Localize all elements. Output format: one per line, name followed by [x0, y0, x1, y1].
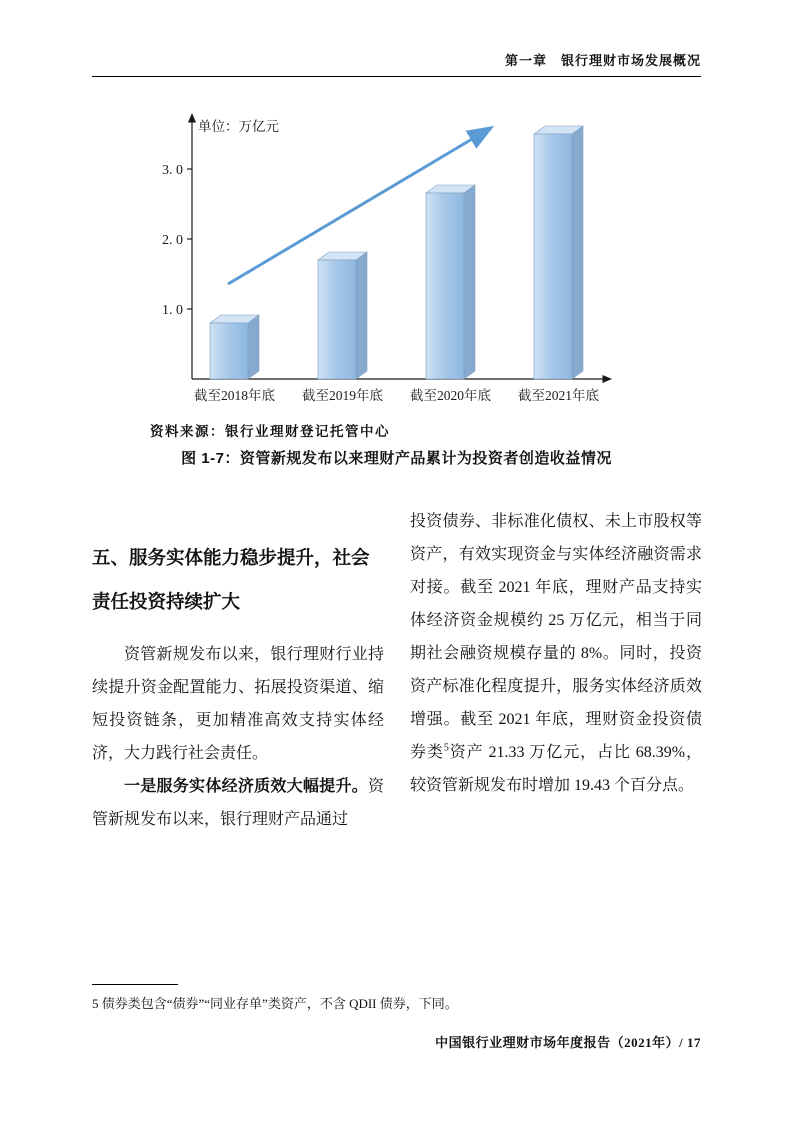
y-tick-label: 1. 0	[162, 303, 183, 318]
body-columns	[92, 505, 702, 836]
bar	[534, 134, 572, 379]
paragraph	[92, 770, 384, 836]
bar-side-face	[464, 185, 475, 379]
chart-plot-area	[162, 113, 612, 403]
paragraph-text: 投资债券、非标准化债权、未上市股权等资产，有效实现资金与实体经济融资需求对接。截至 2021 年底，理财产品支持实体经济资金规模约 25 万亿元，相当于同期社会融资规模存量的 8%。同时，投资资产标准化程度提升，服务实体经济质效增强。截至 2021 年底，理财资金投资债券类	[410, 513, 702, 761]
footnote-text: 债券类包含“债券”“同业存单”类资产，不含 QDII 债券，下同。	[101, 996, 458, 1011]
y-axis-arrowhead	[188, 113, 196, 123]
x-category-label: 截至2019年底	[302, 388, 383, 403]
paragraph-text: 资管新规发布以来，银行理财产品通过	[92, 778, 384, 828]
x-category-label: 截至2021年底	[518, 388, 599, 403]
bar-chart-svg	[148, 108, 648, 408]
figure-caption: 图 1-7：资管新规发布以来理财产品累计为投资者创造收益情况	[181, 450, 612, 467]
bar	[426, 193, 464, 379]
footnote	[92, 994, 701, 1014]
page-footer: 中国银行业理财市场年度报告（2021年）/ 17	[435, 1035, 701, 1050]
chart-unit-label: 单位：万亿元	[198, 119, 279, 134]
right-column	[410, 505, 702, 836]
x-axis-arrowhead	[603, 375, 613, 383]
bar-side-face	[572, 126, 583, 379]
footnote-rule	[92, 984, 178, 985]
footnote-marker: 5	[92, 996, 99, 1011]
paragraph-text: 资产 21.33 万亿元，占比 68.39%，较资管新规发布时增加 19.43 个百分点。	[410, 744, 702, 794]
bar-chart	[148, 108, 648, 408]
paragraph	[410, 505, 702, 802]
bold-lead-sentence: 一是服务实体经济质效大幅提升。	[124, 778, 368, 795]
figure-source: 资料来源：银行业理财登记托管中心	[150, 424, 390, 439]
bar	[210, 323, 248, 379]
y-tick-label: 3. 0	[162, 163, 183, 178]
y-tick-label: 2. 0	[162, 233, 183, 248]
x-category-label: 截至2020年底	[410, 388, 491, 403]
bar-side-face	[248, 315, 259, 379]
left-column	[92, 505, 384, 836]
page-header	[92, 50, 701, 77]
chapter-title: 第一章 银行理财市场发展概况	[504, 53, 701, 68]
bar-side-face	[356, 252, 367, 379]
x-category-label: 截至2018年底	[194, 388, 275, 403]
footnote-ref: 5	[443, 742, 449, 754]
paragraph: 资管新规发布以来，银行理财行业持续提升资金配置能力、拓展投资渠道、缩短投资链条，更加精准高效支持实体经济，大力践行社会责任。	[92, 646, 384, 762]
section-heading: 五、服务实体能力稳步提升，社会责任投资持续扩大	[92, 547, 370, 612]
bar	[318, 260, 356, 379]
